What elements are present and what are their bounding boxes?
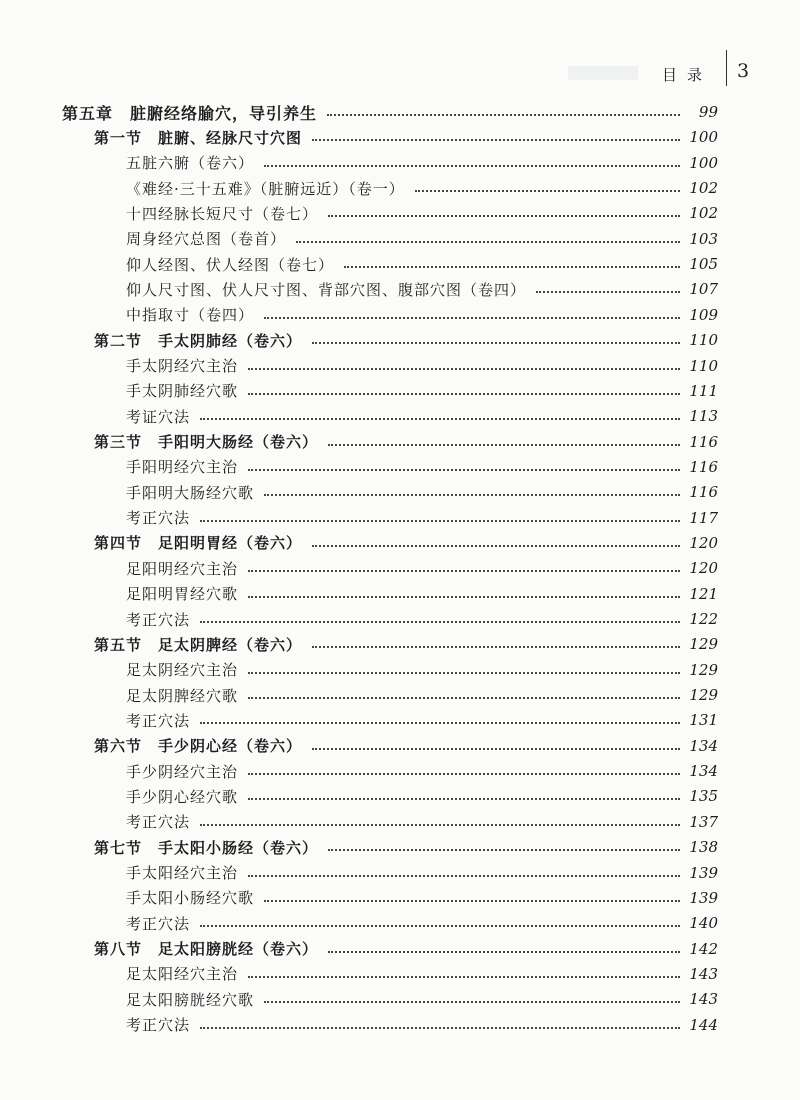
dot-leader	[264, 317, 680, 319]
toc-entry-label: 考正穴法	[126, 509, 191, 528]
toc-entry-label: 考正穴法	[126, 711, 191, 730]
toc-entry-item	[126, 987, 718, 1011]
dot-leader	[328, 951, 680, 953]
toc-entry-page: 129	[689, 660, 718, 679]
toc-entry-label: 考正穴法	[126, 610, 191, 629]
page-number: 3	[737, 60, 750, 82]
toc-entry-page: 144	[689, 1015, 718, 1034]
toc-entry-label: 手太阳经穴主治	[126, 864, 239, 882]
dot-leader	[248, 976, 680, 978]
toc-entry-label: 考正穴法	[126, 813, 191, 832]
toc-entry-item	[126, 556, 718, 580]
dot-leader	[328, 444, 680, 446]
toc-entry-label: 第七节 手太阳小肠经（卷六）	[94, 838, 319, 857]
toc-entry-label: 第三节 手阳明大肠经（卷六）	[94, 433, 319, 452]
toc-entry-label: 考证穴法	[126, 407, 191, 426]
header-divider	[726, 50, 727, 86]
toc-entry-item	[126, 354, 718, 378]
toc-entry-section	[94, 835, 718, 859]
dot-leader	[312, 748, 680, 750]
dot-leader	[248, 672, 680, 674]
toc-entry-page: 100	[689, 153, 718, 172]
dot-leader	[312, 342, 680, 344]
toc-entry-label: 足太阴脾经穴歌	[126, 686, 239, 705]
toc-entry-label: 足太阳经穴主治	[126, 965, 239, 984]
toc-entry-page: 103	[689, 229, 718, 248]
toc-entry-label: 第四节 足阳明胃经（卷六）	[94, 534, 303, 553]
toc-entry-section	[94, 734, 718, 758]
toc-entry-page: 110	[689, 356, 718, 375]
dot-leader	[200, 925, 680, 927]
toc-entry-page: 131	[689, 711, 718, 730]
toc-entry-page: 120	[689, 533, 718, 552]
toc-entry-page: 116	[689, 483, 718, 502]
toc-entry-page: 129	[689, 635, 718, 654]
toc-entry-item	[126, 455, 718, 479]
toc-entry-page: 139	[689, 888, 718, 907]
toc-entry-section	[94, 430, 718, 454]
toc-entry-page: 143	[689, 990, 718, 1009]
toc-entry-label: 手少阴心经穴歌	[126, 787, 239, 806]
toc-entry-page: 102	[689, 179, 718, 198]
toc-entry-item	[126, 683, 718, 707]
toc-entry-item	[126, 277, 718, 301]
dot-leader	[248, 570, 680, 572]
toc-entry-label: 第二节 手太阴肺经（卷六）	[94, 331, 303, 350]
toc-entry-item	[126, 607, 718, 631]
toc-entry-page: 135	[689, 787, 718, 806]
toc-entry-page: 137	[689, 812, 718, 831]
toc-entry-label: 足太阴经穴主治	[126, 661, 239, 680]
toc-entry-page: 122	[689, 610, 718, 628]
toc-entry-item	[126, 582, 718, 606]
dot-leader	[264, 1001, 680, 1003]
toc-entry-label: 手太阳小肠经穴歌	[126, 889, 255, 908]
toc-entry-label: 第五章 脏腑经络腧穴，导引养生	[62, 103, 318, 123]
toc-entry-item	[126, 1013, 718, 1037]
toc-entry-item	[126, 658, 718, 682]
toc-entry-label: 手太阴肺经穴歌	[126, 382, 239, 401]
dot-leader	[200, 418, 680, 420]
dot-leader	[248, 697, 680, 699]
toc-entry-label: 考正穴法	[126, 914, 191, 933]
dot-leader	[264, 900, 680, 902]
toc-entry-page: 140	[689, 914, 718, 933]
toc-entry-item	[126, 759, 718, 783]
dot-leader	[264, 165, 680, 167]
toc-entry-item	[126, 227, 718, 251]
header-decoration	[568, 66, 638, 80]
toc-entry-page: 110	[689, 331, 718, 350]
toc-entry-section	[94, 125, 718, 149]
toc-entry-label: 第五节 足太阴脾经（卷六）	[94, 635, 303, 654]
toc-entry-item	[126, 886, 718, 910]
toc-entry-page: 111	[689, 381, 718, 400]
toc-entry-label: 周身经穴总图（卷首）	[126, 230, 287, 249]
toc-entry-label: 第一节 脏腑、经脉尺寸穴图	[94, 128, 303, 147]
dot-leader	[312, 545, 680, 547]
dot-leader	[264, 494, 680, 496]
dot-leader	[415, 190, 680, 192]
toc-entry-label: 仰人经图、伏人经图（卷七）	[126, 255, 335, 274]
toc-entry-page: 116	[689, 432, 718, 451]
dot-leader	[536, 291, 680, 293]
toc-entry-label: 中指取寸（卷四）	[126, 306, 255, 325]
toc-entry-page: 107	[689, 280, 718, 299]
toc-entry-label: 足阳明胃经穴歌	[126, 585, 239, 604]
toc-entry-section	[94, 531, 718, 555]
toc-entry-page: 138	[689, 838, 718, 857]
toc-entry-label: 考正穴法	[126, 1016, 191, 1035]
toc-entry-page: 143	[689, 964, 718, 983]
dot-leader	[248, 469, 680, 471]
toc-entry-item	[126, 303, 718, 327]
dot-leader	[328, 215, 680, 217]
toc-entry-item	[126, 962, 718, 986]
toc-entry-label: 第六节 手少阴心经（卷六）	[94, 737, 303, 756]
toc-entry-label: 足太阳膀胱经穴歌	[126, 990, 255, 1009]
toc-entry-item	[126, 506, 718, 530]
dot-leader	[312, 646, 680, 648]
toc-entry-page: 109	[689, 305, 718, 324]
toc-entry-page: 113	[689, 407, 718, 426]
dot-leader	[248, 773, 680, 775]
toc-entry-page: 117	[689, 508, 718, 527]
toc-entry-chapter	[62, 100, 718, 124]
running-title: 目录	[661, 66, 712, 84]
toc-entry-page: 134	[689, 736, 718, 755]
toc-entry-page: 100	[689, 128, 718, 147]
toc-entry-item	[126, 176, 718, 200]
toc-entry-label: 手少阴经穴主治	[126, 762, 239, 781]
toc-entry-label: 手阳明大肠经穴歌	[126, 483, 255, 502]
toc-entry-page: 99	[698, 103, 718, 121]
toc-entry-item	[126, 379, 718, 403]
toc-entry-item	[126, 708, 718, 732]
dot-leader	[200, 824, 680, 826]
dot-leader	[200, 722, 680, 724]
toc-entry-page: 134	[689, 762, 718, 781]
toc-entry-page: 105	[689, 255, 718, 274]
toc-entry-page: 116	[689, 457, 718, 476]
toc-entry-page: 142	[689, 939, 718, 958]
toc-entry-section	[94, 632, 718, 656]
dot-leader	[248, 875, 680, 877]
toc-entry-item	[126, 861, 718, 885]
toc-entry-label: 仰人尺寸图、伏人尺寸图、背部穴图、腹部穴图（卷四）	[126, 280, 527, 299]
dot-leader	[296, 241, 680, 243]
toc-entry-label: 《难经·三十五难》（脏腑远近）（卷一）	[126, 179, 405, 198]
dot-leader	[312, 139, 680, 141]
toc-entry-label: 手太阴经穴主治	[126, 357, 239, 375]
toc-entry-page: 121	[689, 584, 718, 603]
toc-entry-label: 手阳明经穴主治	[126, 458, 239, 477]
toc-entry-section	[94, 937, 718, 961]
dot-leader	[200, 621, 680, 623]
toc-entry-item	[126, 151, 718, 175]
dot-leader	[328, 849, 680, 851]
toc-entry-page: 120	[689, 559, 718, 578]
toc-entry-item	[126, 911, 718, 935]
page-header	[0, 60, 800, 92]
toc-entry-section	[94, 328, 718, 352]
dot-leader	[248, 393, 680, 395]
toc-entry-item	[126, 252, 718, 276]
toc-entry-item	[126, 480, 718, 504]
dot-leader	[327, 114, 680, 116]
toc-entry-item	[126, 810, 718, 834]
dot-leader	[344, 266, 680, 268]
toc-entry-item	[126, 404, 718, 428]
toc-entry-page: 102	[689, 204, 718, 223]
dot-leader	[248, 798, 680, 800]
toc-entry-item	[126, 201, 718, 225]
toc-entry-item	[126, 784, 718, 808]
dot-leader	[200, 1027, 680, 1029]
toc-entry-label: 十四经脉长短尺寸（卷七）	[126, 204, 319, 223]
toc-entry-page: 139	[689, 863, 718, 882]
dot-leader	[200, 520, 680, 522]
toc-entry-label: 第八节 足太阳膀胱经（卷六）	[94, 940, 319, 959]
dot-leader	[248, 596, 680, 598]
toc-entry-label: 五脏六腑（卷六）	[126, 154, 255, 173]
dot-leader	[248, 368, 680, 370]
toc-entry-page: 129	[689, 686, 718, 705]
toc-entry-label: 足阳明经穴主治	[126, 559, 239, 578]
